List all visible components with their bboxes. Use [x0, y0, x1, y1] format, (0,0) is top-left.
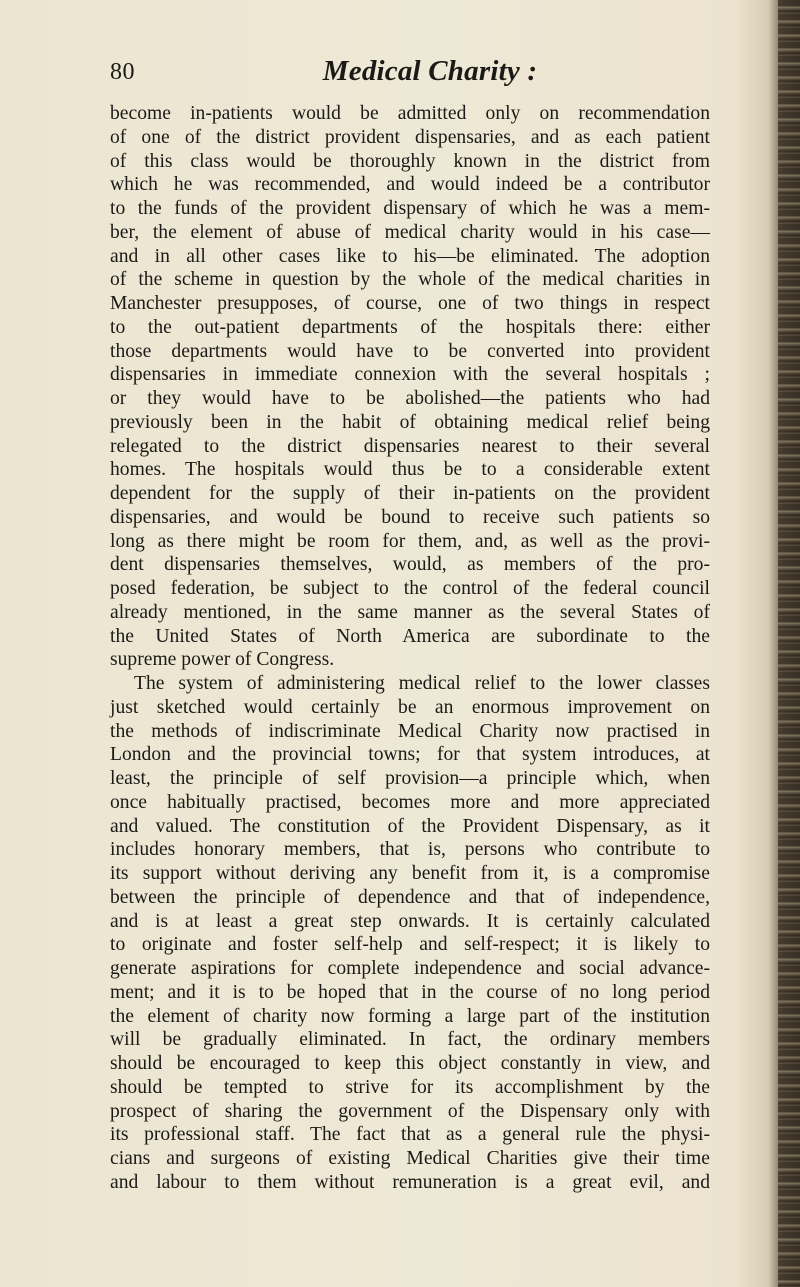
text-line: just sketched would certainly be an enormous improvement on — [110, 696, 710, 718]
text-line: homes. The hospitals would thus be to a considerable extent — [110, 459, 710, 481]
text-line: dependent for the supply of their in-patients on the provident — [110, 483, 710, 504]
page-header — [110, 55, 710, 95]
text-line: cians and surgeons of existing Medical Charities give their time — [110, 1148, 710, 1169]
text-line: ment; and it is to be hoped that in the course of no long period — [110, 981, 710, 1003]
text-line: previously been in the habit of obtaining medical relief being — [110, 411, 710, 433]
text-line: the methods of indiscriminate Medical Charity now practised in — [110, 720, 710, 742]
text-line: the element of charity now forming a large part of the institution — [110, 1005, 710, 1027]
text-line: and is at least a great step onwards. It is certainly calculated — [110, 910, 710, 932]
text-line: dispensaries, and would be bound to receive such patients so — [110, 506, 710, 528]
text-line: posed federation, be subject to the control of the federal council — [110, 578, 710, 599]
text-line: those departments would have to be converted into provident — [110, 340, 710, 362]
body-text — [110, 102, 710, 1195]
text-line: generate aspirations for complete independence and social advance- — [110, 958, 710, 979]
text-line: prospect of sharing the government of the Dispensary only with — [110, 1100, 710, 1122]
text-line: of the scheme in question by the whole of the medical charities in — [110, 269, 710, 291]
text-line: and in all other cases like to his—be eliminated. The adoption — [110, 245, 710, 267]
text-line: once habitually practised, becomes more and more appreciated — [110, 791, 710, 813]
text-line: dispensaries in immediate connexion with the several hospitals ; — [110, 364, 710, 386]
text-line: includes honorary members, that is, persons who contribute to — [110, 839, 710, 861]
text-line: least, the principle of self provision—a principle which, when — [110, 768, 710, 789]
text-line: long as there might be room for them, and, as well as the provi- — [110, 530, 710, 552]
text-line: should be tempted to strive for its accomplishment by the — [110, 1076, 710, 1098]
text-line: to originate and foster self-help and self-respect; it is likely to — [110, 934, 710, 956]
text-line: already mentioned, in the same manner as the several States of — [110, 601, 710, 623]
text-line: or they would have to be abolished—the patients who had — [110, 388, 710, 409]
text-line: of one of the district provident dispensaries, and as each patient — [110, 126, 710, 148]
running-head: Medical Charity : — [322, 55, 538, 87]
text-line: dent dispensaries themselves, would, as members of the pro- — [110, 554, 710, 576]
text-line: its professional staff. The fact that as a general rule the physi- — [110, 1124, 710, 1146]
text-line: London and the provincial towns; for that system introduces, at — [110, 744, 710, 766]
text-line: to the funds of the provident dispensary of which he was a mem- — [110, 198, 710, 219]
text-line: and valued. The constitution of the Provident Dispensary, as it — [110, 815, 710, 837]
text-line: between the principle of dependence and that of independence, — [110, 886, 710, 908]
text-line: which he was recommended, and would indeed be a contributor — [110, 174, 710, 196]
text-line: and labour to them without remuneration is a great evil, and — [110, 1171, 710, 1193]
paragraph-start-line: The system of administering medical relief to the lower classes — [134, 673, 710, 694]
text-line: relegated to the district dispensaries nearest to their several — [110, 435, 710, 457]
text-line: its support without deriving any benefit from it, is a compromise — [110, 863, 710, 884]
text-line: of this class would be thoroughly known in the district from — [110, 150, 710, 172]
text-line: to the out-patient departments of the hospitals there: either — [110, 316, 710, 338]
page-number: 80 — [110, 59, 135, 85]
text-line: Manchester presupposes, of course, one of two things in respect — [110, 293, 710, 314]
paragraph-end-line: supreme power of Congress. — [110, 649, 335, 671]
text-line: the United States of North America are subordinate to the — [110, 625, 710, 647]
text-line: will be gradually eliminated. In fact, the ordinary members — [110, 1029, 710, 1051]
text-line: should be encouraged to keep this object constantly in view, and — [110, 1053, 710, 1074]
text-line: ber, the element of abuse of medical charity would in his case— — [110, 221, 710, 243]
text-line: become in-patients would be admitted only on recommendation — [110, 103, 710, 124]
page-edge — [778, 0, 800, 1287]
